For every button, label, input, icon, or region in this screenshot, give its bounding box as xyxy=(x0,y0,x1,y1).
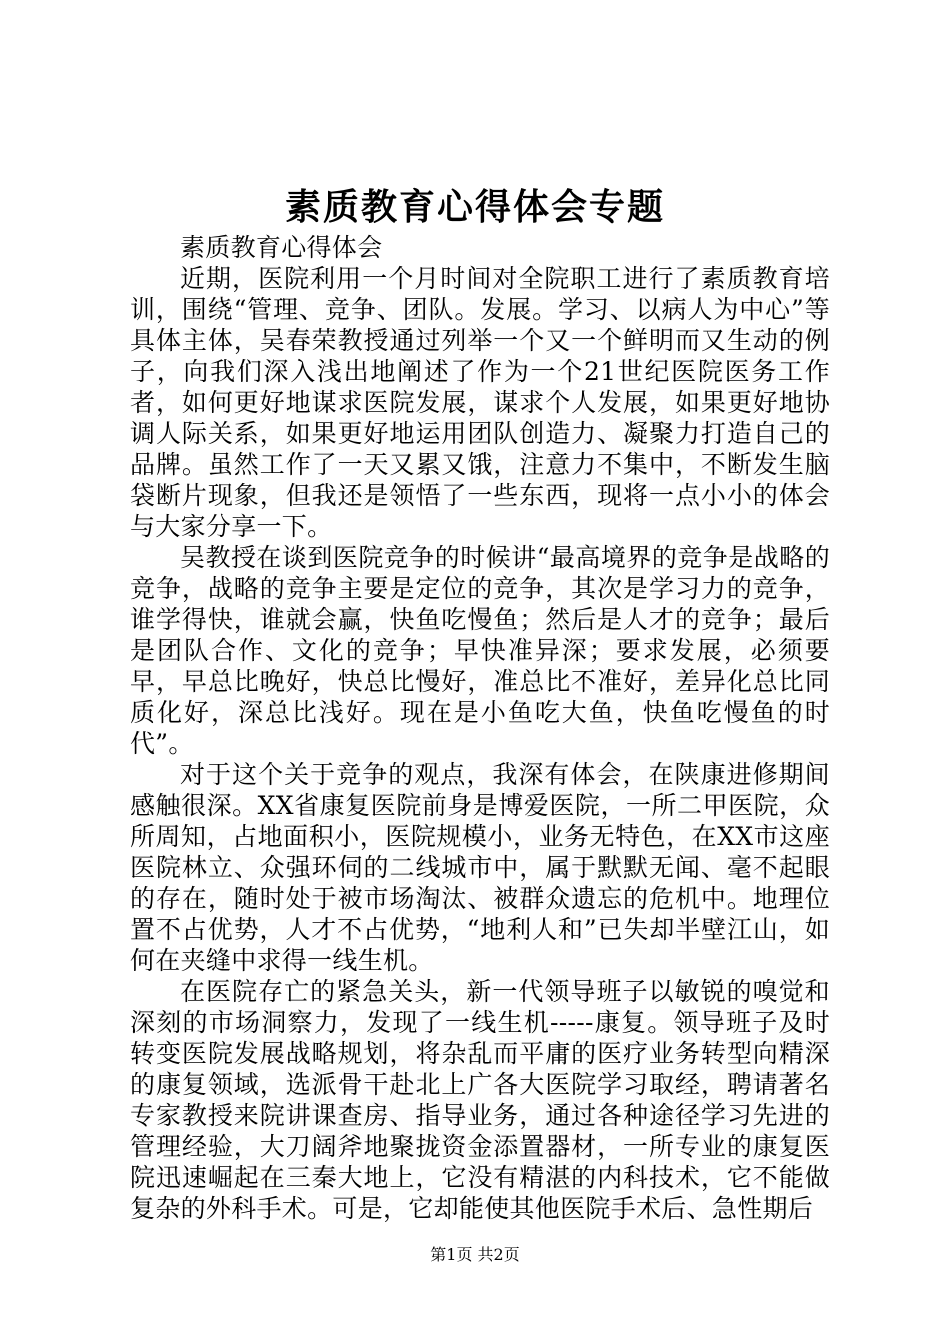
page-footer: 第1页 共2页 xyxy=(430,1245,520,1264)
paragraph: 在医院存亡的紧急关头，新一代领导班子以敏锐的嗅觉和深刻的市场洞察力，发现了一线生机-----康复。领导班子及时转变医院发展战略规划，将杂乱而平庸的医疗业务转型向精深的康复领域，选派骨干赴北上广各大医院学习取经，聘请著名专家教授来院讲课查房、指导业务，通过各种途径学习先进的管理经验，大刀阔斧地聚拢资金添置器材，一所专业的康复医院迅速崛起在三秦大地上，它没有精湛的内科技术，它不能做复杂的外科手术。可是，它却能使其他医院手术后、急性期后 xyxy=(130,977,830,1223)
document-title: 素质教育心得体会专题 xyxy=(284,186,665,228)
document-body xyxy=(130,232,830,1224)
paragraph: 对于这个关于竞争的观点，我深有体会，在陕康进修期间感触很深。XX省康复医院前身是博爱医院，一所二甲医院，众所周知，占地面积小，医院规模小，业务无特色，在XX市这座医院林立、众强环伺的二线城市中，属于默默无闻、毫不起眼的存在，随时处于被市场淘汰、被群众遗忘的危机中。地理位置不占优势，人才不占优势，“地利人和”已失却半壁江山，如何在夹缝中求得一线生机。 xyxy=(130,760,830,975)
paragraph: 近期，医院利用一个月时间对全院职工进行了素质教育培训，围绕“管理、竞争、团队。发展。学习、以病人为中心”等具体主体，吴春荣教授通过列举一个又一个鲜明而又生动的例子，向我们深入浅出地阐述了作为一个21世纪医院医务工作者，如何更好地谋求医院发展，谋求个人发展，如果更好地协调人际关系，如果更好地运用团队创造力、凝聚力打造自己的品牌。虽然工作了一天又累又饿，注意力不集中，不断发生脑袋断片现象，但我还是领悟了一些东西，现将一点小小的体会与大家分享一下。 xyxy=(130,264,830,541)
paragraph: 吴教授在谈到医院竞争的时候讲“最高境界的竞争是战略的竞争，战略的竞争主要是定位的竞争，其次是学习力的竞争，谁学得快，谁就会赢，快鱼吃慢鱼；然后是人才的竞争；最后是团队合作、文化的竞争；早快准异深；要求发展，必须要早，早总比晚好，快总比慢好，准总比不准好，差异化总比同质化好，深总比浅好。现在是小鱼吃大鱼，快鱼吃慢鱼的时代”。 xyxy=(130,543,830,758)
paragraph-subtitle: 素质教育心得体会 xyxy=(180,233,383,262)
